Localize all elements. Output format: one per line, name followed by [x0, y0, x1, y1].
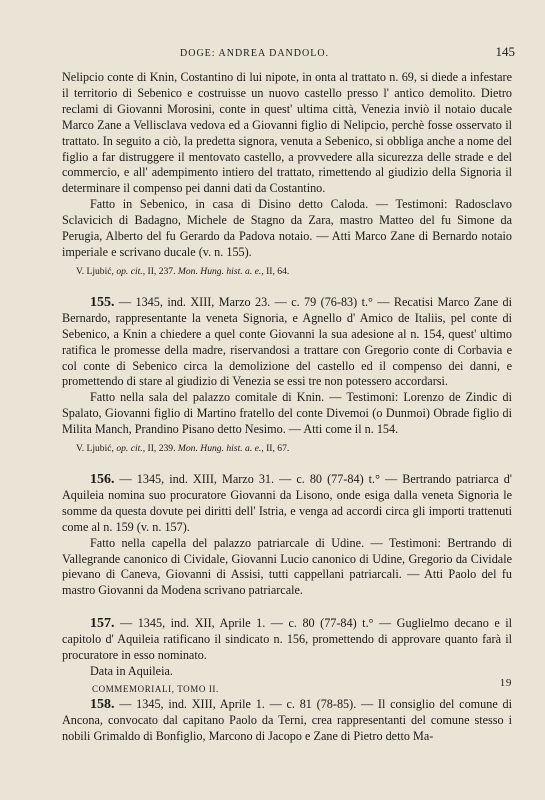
entry-155	[62, 295, 512, 455]
continuation-paragraph: Nelipcio conte di Knin, Costantino di lui nipote, in onta al trattato n. 69, si diede a infestare il territorio di Sebenico e costruisse un nuovo castello presso l' antico demolito. Dietro reclami di Giovanni Morosini, conte in quest' ultima città, Venezia inviò il notaio ducale Marco Zane a Vellisclava vedova ed a Giovanni figlio di Nelipcio, perchè fosse osservato il trattato. In seguito a ciò, la predetta signora, venuta a Sebenico, si obbliga anche a nome del figlio a far distruggere il mentovato castello, a provvedere alla sicurezza delle strade e del commercio, e all' adempimento intiero del trattato, rimettendo al giudizio della Signoria il determinare il compenso pei danni dati da Costantino.	[62, 70, 512, 196]
entry-number: 155.	[90, 294, 115, 310]
ref-italic: op. cit.	[116, 443, 143, 455]
ref-italic: Mon. Hung. hist. a. e.	[177, 443, 262, 455]
page-number: 145	[495, 44, 515, 59]
ref-text: V. Ljubić,	[76, 443, 117, 455]
ref-text: , II, 237.	[142, 265, 178, 277]
entry-number: 158.	[90, 696, 115, 712]
ref-text: , II, 67.	[261, 443, 290, 455]
page-body	[62, 70, 512, 745]
place-paragraph: Data in Aquileia.	[90, 664, 173, 678]
footer-label: COMMEMORIALI, TOMO II.	[92, 684, 219, 694]
entry-text: — 1345, ind. XIII, Marzo 31. — c. 80 (77-84) t.° — Bertrando patriarca d' Aquileia nomina suo procuratore Giovanni da Lisono, onde esiga dalla veneta Signoria le somme da questa dovute pei diritti dell' Istria, e venga ad accordi circa gli importi trattenuti come al n. 159 (v. n. 157).	[62, 472, 512, 534]
ref-text: , II, 239.	[142, 443, 178, 455]
place-paragraph: Fatto nella capella del palazzo patriarcale di Udine. — Testimoni: Bertrando di Vallegrande canonico di Cividale, Giovanni Lucio canonico di Udine, Gregorio da Cividale pievano di Caneva, Giovanni di Assisi, tutti cappellani patriarcali. — Atti Paolo del fu mastro Giovanni da Modena scrivano patriarcale.	[62, 535, 512, 598]
entry-158	[62, 697, 512, 745]
place-paragraph: Fatto nella sala del palazzo comitale di Knin. — Testimoni: Lorenzo de Zindic di Spalato, Giovanni figlio di Martino fratello del conte Divemoi (o Dunmoi) Obrade figlio di Milita Manch, Prandino Pisano detto Nesimo. — Atti come il n. 154.	[62, 390, 512, 437]
entry-paragraph	[62, 697, 512, 745]
page-header	[60, 44, 515, 62]
ref-italic: Mon. Hung. hist. a. e.	[177, 265, 262, 277]
ref-text: , II, 64.	[261, 265, 290, 277]
ref-italic: op. cit.	[116, 265, 143, 277]
reference-line	[62, 442, 512, 455]
entry-paragraph	[62, 616, 512, 664]
running-title: DOGE: ANDREA DANDOLO.	[180, 48, 330, 59]
entry-number: 156.	[90, 472, 115, 488]
signature-mark: 19	[499, 677, 512, 689]
entry-156	[62, 472, 512, 599]
entry-text: — 1345, ind. XII, Aprile 1. — c. 80 (77-84) t.° — Guglielmo decano e il capitolo d' Aquileia ratificano il sindicato n. 156, promettendo di approvare quanto farà il procuratore in esso nominato.	[62, 616, 512, 663]
entry-157	[62, 616, 512, 680]
entry-text: — 1345, ind. XIII, Marzo 23. — c. 79 (76-83) t.° — Recatisi Marco Zane di Bernardo, rappresentante la veneta Signoria, e Agnello d' Amico de Italiis, pel conte di Sebenico, a Knin a chiedere a quel conte Giovanni la sua adesione al n. 154, quest' ultimo ratifica le promesse della madre, riservandosi a trattare con Gregorio conte di Corbavia e col conte di Sebenico circa la demolizione del castello ed il compenso dei danni, e promettendo di stare al giudizio di Venezia se essi tre non potessero accordarsi.	[62, 294, 512, 389]
ref-text: V. Ljubić,	[76, 265, 117, 277]
entry-paragraph	[62, 472, 512, 536]
entry-text: — 1345, ind. XIII, Aprile 1. — c. 81 (78-85). — Il consiglio del comune di Ancona, convocato dal capitano Paolo da Terni, crea rappresentanti del comune stesso i nobili Grimaldo di Bonfiglio, Marcono di Jacopo e Zane di Pietro detto Ma-	[62, 696, 512, 743]
reference-line	[62, 265, 512, 278]
entry-number: 157.	[90, 616, 115, 632]
entry-paragraph	[62, 295, 512, 390]
place-paragraph: Fatto in Sebenico, in casa di Disino detto Caloda. — Testimoni: Radosclavo Sclavicich di Badagno, Michele de Stagno da Zara, mastro Matteo del fu Simone da Perugia, Alberto del fu Gerardo da Padova notaio. — Atti Marco Zane di Bernardo notaio imperiale e scrivano ducale (v. n. 155).	[62, 197, 512, 259]
page-footer	[92, 677, 512, 694]
